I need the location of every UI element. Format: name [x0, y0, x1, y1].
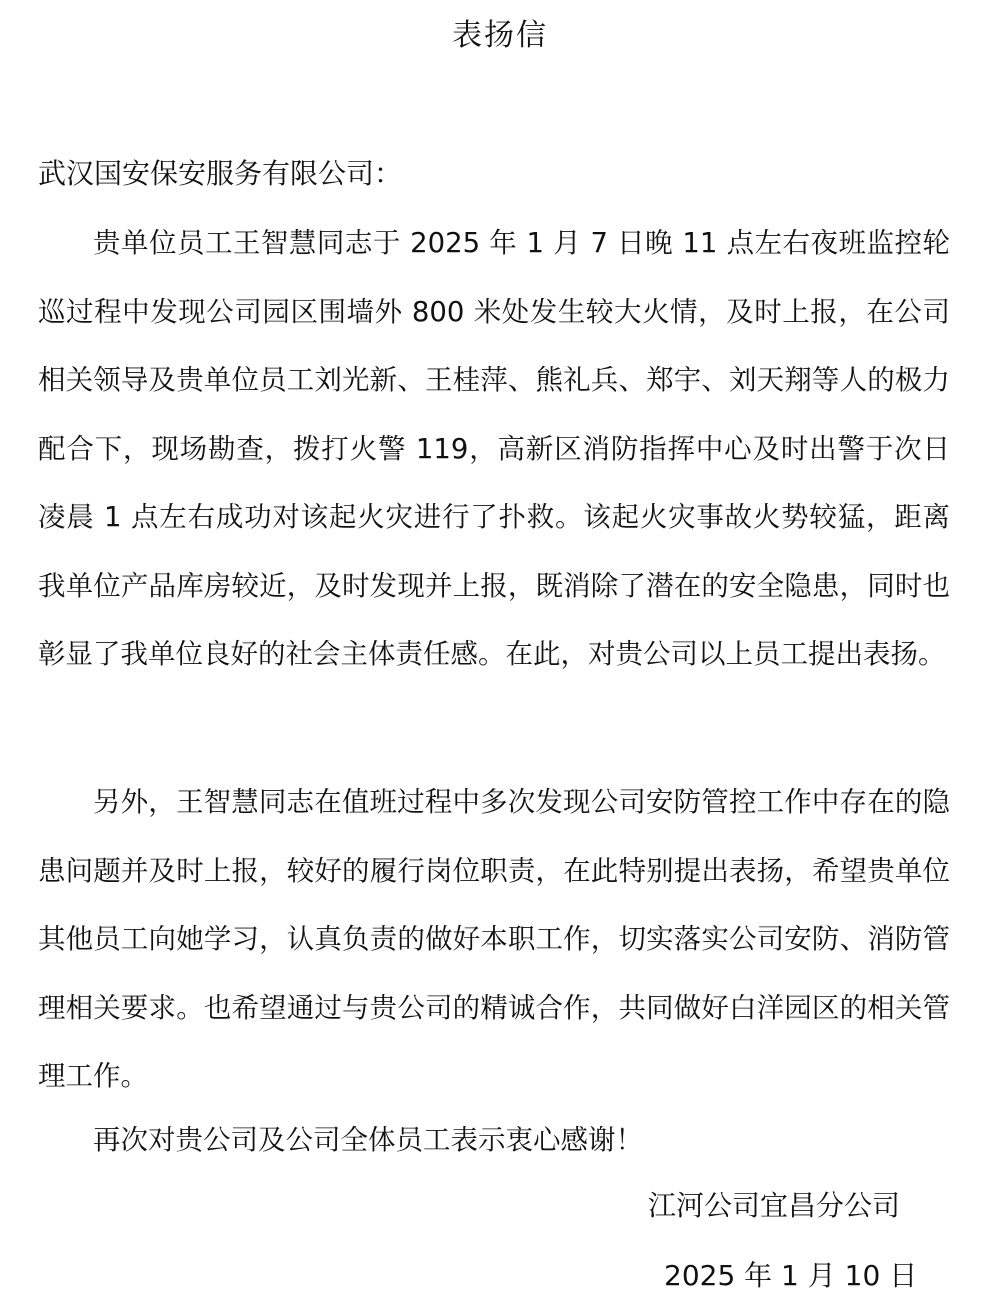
letter-closing-thanks: 再次对贵公司及公司全体员工表示衷心感谢！ [93, 1124, 643, 1156]
letter-title: 表扬信 [452, 18, 548, 53]
letter-body-paragraph-1 [38, 209, 950, 689]
signature-organization: 江河公司宜昌分公司 [648, 1189, 901, 1222]
paragraph-text: 贵单位员工王智慧同志于 2025 年 1 月 7 日晚 11 点左右夜班监控轮巡过程中发现公司园区围墙外 800 米处发生较大火情，及时上报，在公司相关领导及贵单位员工刘光新、王桂萍、熊礼兵、郑宇、刘天翔等人的极力配合下，现场勘查，拨打火警 119，高新区消防指挥中心及时出警于次日凌晨 1 点左右成功对该起火灾进行了扑救。该起火灾事故火势较猛，距离我单位产品库房较近，及时发现并上报，既消除了潜在的安全隐患，同时也彰显了我单位良好的社会主体责任感。在此，对贵公司以上员工提出表扬。 [38, 227, 950, 670]
letter-body-paragraph-2 [38, 768, 950, 1111]
letter-salutation: 武汉国安保安服务有限公司： [38, 157, 403, 190]
paragraph-text: 另外，王智慧同志在值班过程中多次发现公司安防管控工作中存在的隐患问题并及时上报，较好的履行岗位职责，在此特别提出表扬，希望贵单位其他员工向她学习，认真负责的做好本职工作，切实落实公司安防、消防管理相关要求。也希望通过与贵公司的精诚合作，共同做好白洋园区的相关管理工作。 [38, 786, 950, 1092]
signature-date: 2025 年 1 月 10 日 [664, 1259, 918, 1292]
